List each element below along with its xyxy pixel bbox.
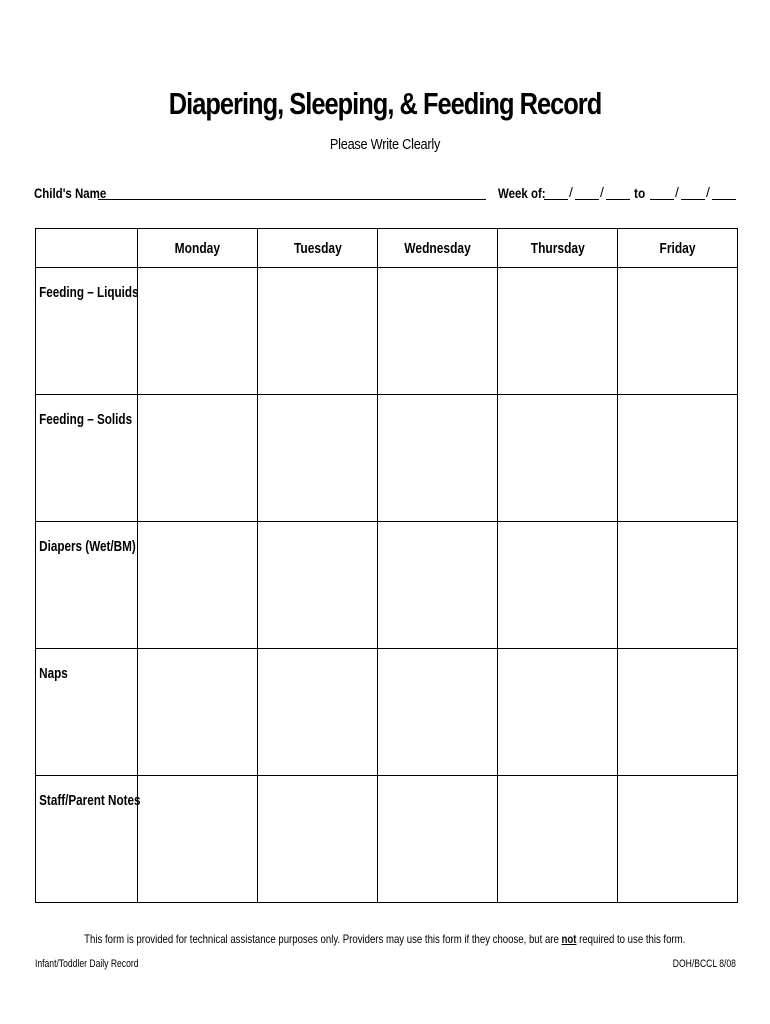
disclaimer-emphasis: not — [561, 932, 577, 946]
childs-name-field[interactable] — [98, 183, 486, 200]
entry-cell[interactable] — [618, 395, 738, 522]
row-label-cell — [36, 776, 141, 903]
column-header-thursday: Thursday — [498, 229, 618, 268]
entry-cell[interactable] — [378, 522, 498, 649]
entry-cell[interactable] — [378, 268, 498, 395]
table-row — [36, 522, 738, 649]
row-label-cell — [36, 268, 138, 395]
week-start-year-field[interactable] — [606, 183, 630, 200]
entry-cell[interactable] — [138, 649, 258, 776]
week-end-month-field[interactable] — [650, 183, 674, 200]
entry-cell[interactable] — [618, 649, 738, 776]
entry-cell[interactable] — [498, 395, 618, 522]
entry-cell[interactable] — [258, 776, 378, 903]
column-header-wednesday: Wednesday — [378, 229, 498, 268]
header-corner-cell — [36, 229, 138, 268]
entry-cell[interactable] — [258, 395, 378, 522]
entry-cell[interactable] — [618, 522, 738, 649]
column-header-friday: Friday — [618, 229, 738, 268]
entry-cell[interactable] — [498, 522, 618, 649]
row-label: Feeding – Solids — [39, 411, 133, 428]
footer-form-code: DOH/BCCL 8/08 — [672, 958, 736, 970]
table-row — [36, 268, 738, 395]
entry-cell[interactable] — [258, 522, 378, 649]
table-row — [36, 395, 738, 522]
disclaimer-text — [0, 932, 770, 946]
date-separator: / — [600, 184, 604, 200]
disclaimer-part: This form is provided for technical assistance purposes only. Providers may use this form if they choose, but are — [84, 932, 562, 946]
week-of-label: Week of: — [498, 185, 546, 201]
entry-cell[interactable] — [498, 776, 618, 903]
entry-cell[interactable] — [138, 522, 258, 649]
date-separator: / — [706, 184, 710, 200]
disclaimer-part: required to use this form. — [576, 932, 686, 946]
week-end-year-field[interactable] — [712, 183, 736, 200]
column-header-tuesday: Tuesday — [258, 229, 378, 268]
entry-cell[interactable] — [498, 649, 618, 776]
entry-cell[interactable] — [258, 649, 378, 776]
footer-form-name: Infant/Toddler Daily Record — [35, 958, 139, 970]
row-label: Feeding – Liquids — [39, 284, 139, 301]
record-table — [35, 228, 738, 903]
form-subtitle: Please Write Clearly — [329, 136, 441, 153]
entry-cell[interactable] — [618, 268, 738, 395]
entry-cell[interactable] — [618, 776, 738, 903]
table-header-row — [36, 229, 738, 268]
header-fields-row — [34, 183, 736, 205]
to-label: to — [634, 185, 646, 201]
form-title: Diapering, Sleeping, & Feeding Record — [168, 86, 602, 121]
childs-name-label: Child's Name — [34, 185, 107, 201]
entry-cell[interactable] — [138, 776, 258, 903]
entry-cell[interactable] — [138, 395, 258, 522]
entry-cell[interactable] — [378, 395, 498, 522]
entry-cell[interactable] — [258, 268, 378, 395]
entry-cell[interactable] — [378, 649, 498, 776]
row-label: Naps — [39, 665, 68, 682]
week-end-day-field[interactable] — [681, 183, 705, 200]
row-label: Diapers (Wet/BM) — [39, 538, 136, 555]
row-label-cell — [36, 649, 138, 776]
week-start-day-field[interactable] — [575, 183, 599, 200]
date-separator: / — [569, 184, 573, 200]
column-header-monday: Monday — [138, 229, 258, 268]
date-separator: / — [675, 184, 679, 200]
row-label: Staff/Parent Notes — [39, 792, 141, 809]
row-label-cell — [36, 522, 138, 649]
entry-cell[interactable] — [498, 268, 618, 395]
row-label-cell — [36, 395, 138, 522]
week-start-month-field[interactable] — [544, 183, 568, 200]
entry-cell[interactable] — [138, 268, 258, 395]
table-row — [36, 649, 738, 776]
entry-cell[interactable] — [378, 776, 498, 903]
table-row — [36, 776, 738, 903]
